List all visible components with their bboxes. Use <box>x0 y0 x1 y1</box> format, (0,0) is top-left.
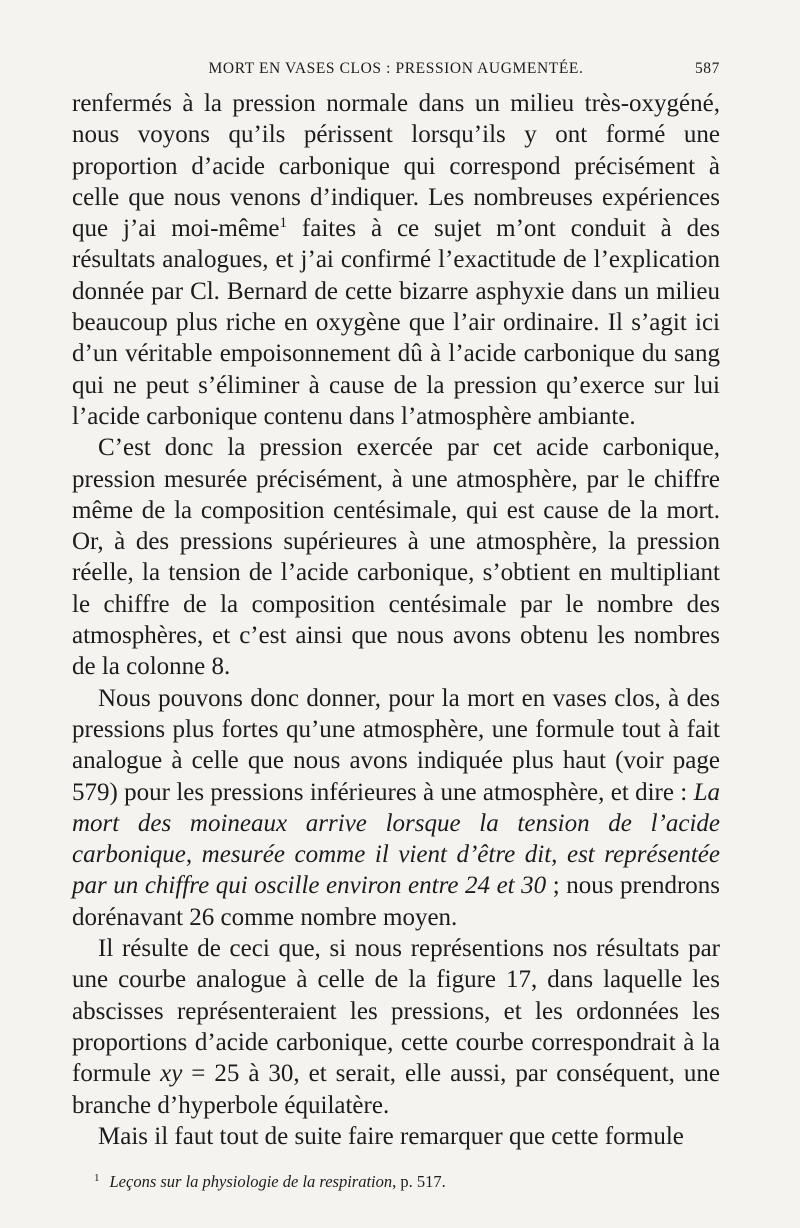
paragraph <box>72 432 720 682</box>
footnote-rest: , p. 517. <box>392 1172 446 1191</box>
italic-run: xy <box>160 1060 183 1088</box>
paragraph <box>72 88 720 432</box>
text-run: Il résulte de ceci que, si nous représentions nos résultats par une courbe analogue à celle de la figure 17, dans laquelle les abscisses représenteraient les pressions, et les ordonnées les proportions d’acide carbonique, cette courbe correspondrait à la formule <box>72 935 720 1088</box>
text-run: renfermés à la pression normale dans un milieu très-oxygéné, nous voyons qu’ils périssent lorsqu’ils y ont formé une proportion d’acide carbonique qui correspond précisément à celle que nous venons d’indiquer. Les nombreuses expériences que j’ai moi-même <box>72 90 720 243</box>
footnote-title: Leçons sur la physiologie de la respiration <box>109 1172 393 1191</box>
page-number: 587 <box>694 60 720 77</box>
paragraph <box>72 933 720 1121</box>
running-head <box>72 60 720 84</box>
text-run: Nous pouvons donc donner, pour la mort en vases clos, à des pressions plus fortes qu’une atmosphère, une formule tout à fait analogue à celle que nous avons indiquée plus haut (voir page 579) pour les pressions inférieures à une atmosphère, et dire : <box>72 684 720 806</box>
text-run: faites à ce sujet m’ont conduit à des résultats analogues, et j’ai confirmé l’exactitude de l’explication donnée par Cl. Bernard de cette bizarre asphyxie dans un milieu beaucoup plus riche en oxygène que l’air ordinaire. Il s’agit ici d’un véritable empoisonnement dû à l’acide carbonique du sang qui ne peut s’éliminer à cause de la pression qu’exerce sur lui l’acide carbonique contenu dans l’atmosphère ambiante. <box>72 215 720 430</box>
text-run: = 25 à 30, et serait, elle aussi, par conséquent, une branche d’hyperbole équilatère. <box>72 1060 720 1119</box>
paragraph <box>72 1121 720 1152</box>
text-run: ; nous prendrons dorénavant 26 comme nombre moyen. <box>72 872 721 931</box>
text-run: C’est donc la pression exercée par cet acide carbonique, pression mesurée précisément, à une atmosphère, par le chiffre même de la composition centésimale, qui est cause de la mort. Or, à des pressions supérieures à une atmosphère, la pression réelle, la tension de l’acide carbonique, s’obtient en multipliant le chiffre de la composition centésimale par le nombre des atmosphères, et c’est ainsi que nous avons obtenu les nombres de la colonne 8. <box>72 434 720 681</box>
text-run: Mais il faut tout de suite faire remarquer que cette formule <box>98 1122 684 1150</box>
italic-run: La mort des moineaux arrive lorsque la tension de l’acide carbonique, mesurée comme il vient d’être dit, est représentée par un chiffre qui oscille environ entre 24 et 30 <box>72 778 720 900</box>
body-text <box>72 88 720 1152</box>
paragraph <box>72 683 720 933</box>
running-title: MORT EN VASES CLOS : PRESSION AUGMENTÉE. <box>208 60 584 77</box>
footnote-reference: 1 <box>279 215 288 232</box>
footnote-marker: 1 <box>94 1172 100 1184</box>
footnote <box>94 1168 714 1192</box>
